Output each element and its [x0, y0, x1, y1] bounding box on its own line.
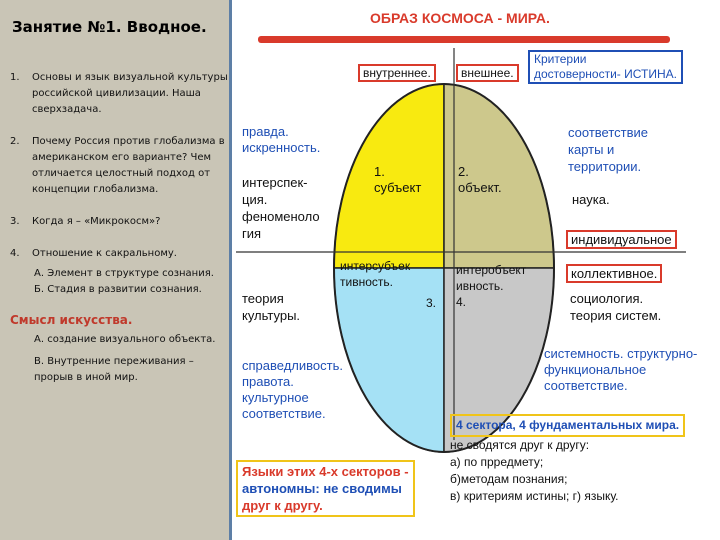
list-item-number: 1.: [10, 72, 20, 83]
sectors-line: б)методам познания;: [450, 472, 568, 486]
sub-item: А. Элемент в структуре сознания.: [34, 268, 214, 279]
left-top-blue-line: искренность.: [242, 140, 321, 155]
sub-item: Б. Стадия в развитии сознания.: [34, 284, 202, 295]
art-section-title: Смысл искусства.: [10, 313, 133, 327]
q3-line: интерсубъек: [340, 259, 411, 273]
q3-number: 3.: [426, 296, 437, 310]
list-item-number: 4.: [10, 248, 20, 259]
criteria-line: Критерии: [534, 52, 587, 66]
right-top-blue: [568, 124, 648, 175]
sub-item: А. создание визуального объекта.: [34, 334, 216, 345]
left-bottom-blue-line: правота.: [242, 374, 294, 389]
right-bottom-black-line: социология.: [570, 291, 644, 306]
left-bottom-black-line: культуры.: [242, 308, 301, 323]
right-bottom-blue: [544, 346, 697, 394]
right-top-black: наука.: [572, 192, 610, 207]
q2-label: [458, 164, 502, 196]
outer-label: внешнее.: [456, 64, 519, 82]
q2-line: объект.: [458, 180, 502, 195]
left-top-black: [242, 174, 320, 242]
cosmos-diagram: [232, 0, 720, 540]
right-bottom-blue-line: системность. структурно-: [544, 346, 698, 361]
list-item: [10, 214, 228, 230]
left-top-blue-line: правда.: [242, 124, 289, 139]
q4-line: ивность.: [456, 279, 504, 293]
autonomy-text: автономны: не сводимы: [242, 481, 402, 496]
right-top-blue-line: соответствие: [568, 125, 648, 140]
list-item: [10, 134, 228, 198]
right-bottom-blue-line: функциональное: [544, 362, 647, 377]
q1-line: 1.: [374, 164, 385, 179]
lesson-panel: [0, 0, 232, 540]
q3-line: тивность.: [340, 275, 393, 289]
collective-label: коллективное.: [566, 264, 662, 283]
list-item-number: 3.: [10, 216, 20, 227]
right-top-blue-line: карты и: [568, 142, 615, 157]
left-top-black-line: ция.: [242, 192, 268, 207]
left-bottom-black-line: теория: [242, 291, 284, 306]
right-bottom-black: [570, 290, 661, 324]
lesson-list: [10, 70, 228, 386]
sub-item: В. Внутренние переживания – прорыв в иной мир.: [34, 356, 194, 383]
lesson-title: Занятие №1. Вводное.: [12, 18, 207, 36]
inner-label: внутреннее.: [358, 64, 436, 82]
sectors-line: в) критериям истины; г) языку.: [450, 489, 619, 503]
list-item-text: Когда я – «Микрокосм»?: [32, 216, 161, 227]
right-bottom-black-line: теория систем.: [570, 308, 662, 323]
title-underline: [258, 36, 670, 43]
individual-label: индивидуальное: [566, 230, 677, 249]
q4-label: [456, 262, 526, 310]
q1-line: субъект: [374, 180, 422, 195]
q3-label: [340, 258, 410, 290]
left-bottom-blue-line: соответствие.: [242, 406, 326, 421]
left-bottom-blue-line: справедливость.: [242, 358, 343, 373]
autonomy-line: Языки этих 4-х секторов -: [242, 464, 409, 479]
sectors-line: не сводятся друг к другу:: [450, 438, 590, 452]
criteria-line: достоверности- ИСТИНА.: [534, 67, 677, 81]
list-item: [10, 70, 228, 118]
list-item: [10, 246, 228, 262]
list-item-number: 2.: [10, 136, 20, 147]
q1-label: [374, 164, 421, 196]
autonomy-line: друг к другу.: [242, 498, 323, 513]
right-top-blue-line: территории.: [568, 159, 642, 174]
q4-line: интеробъект: [456, 263, 527, 277]
right-bottom-blue-line: соответствие.: [544, 378, 628, 393]
left-top-black-line: гия: [242, 226, 262, 241]
sectors-line: а) по прредмету;: [450, 455, 544, 469]
autonomy-line: [242, 480, 409, 497]
q2-line: 2.: [458, 164, 469, 179]
sectors-heading: 4 сектора, 4 фундаментальных мира.: [450, 414, 685, 437]
autonomy-box: [236, 460, 415, 517]
list-item-text: Отношение к сакральному.: [32, 248, 177, 259]
left-top-black-line: феноменоло: [242, 209, 320, 224]
list-item-text: Основы и язык визуальной культуры российской цивилизации. Наша сверхзадача.: [32, 72, 228, 115]
left-top-black-line: интерспек-: [242, 175, 308, 190]
left-top-blue: [242, 124, 320, 156]
left-bottom-blue-line: культурное: [242, 390, 309, 405]
criteria-box: [528, 50, 683, 84]
left-bottom-black: [242, 290, 300, 324]
diagram-title: ОБРАЗ КОСМОСА - МИРА.: [370, 10, 550, 26]
left-bottom-blue: [242, 358, 343, 422]
sectors-block: [450, 414, 685, 505]
q4-line: 4.: [456, 295, 467, 309]
list-item-text: Почему Россия против глобализма в американском его варианте? Чем отличается целостный подход от концепции глобализма.: [32, 136, 225, 195]
